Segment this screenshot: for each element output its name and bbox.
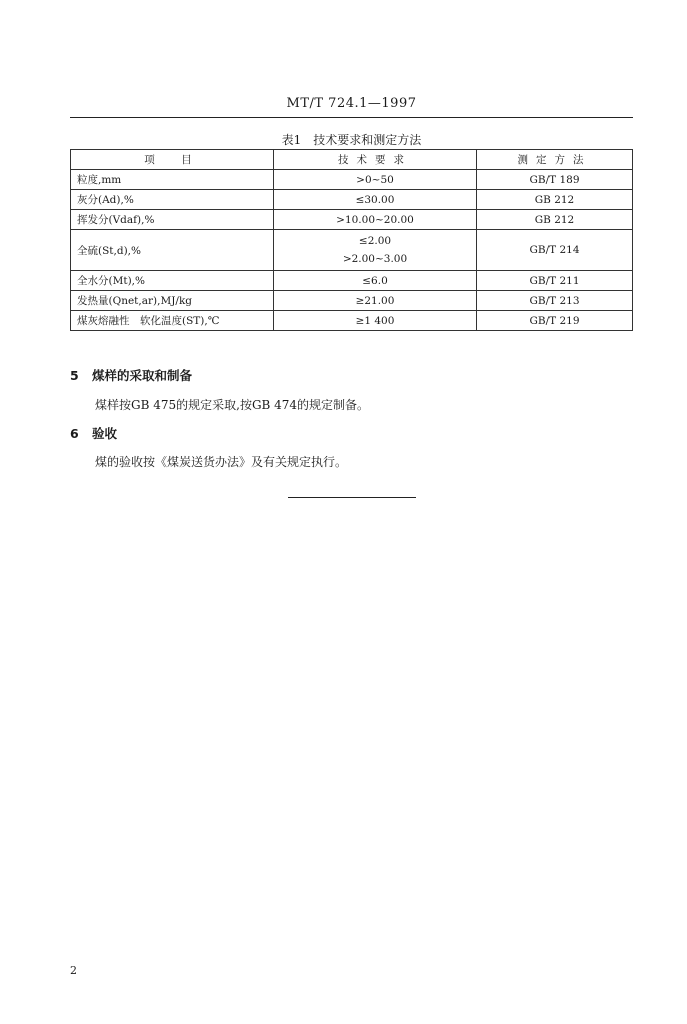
end-rule (288, 497, 416, 498)
item-cell: 灰分(Ad),% (71, 190, 274, 210)
section-number: 6 (70, 426, 79, 441)
table-row (71, 271, 633, 291)
method-cell: GB 212 (477, 190, 633, 210)
method-cell: GB/T 214 (477, 230, 633, 271)
method-cell: GB/T 213 (477, 291, 633, 311)
document-header: MT/T 724.1—1997 (286, 96, 417, 111)
method-cell: GB/T 219 (477, 311, 633, 331)
section-heading (70, 366, 192, 384)
page-number: 2 (70, 964, 77, 977)
requirement-cell (274, 230, 477, 271)
table-row (71, 190, 633, 210)
table-caption: 表1 技术要求和测定方法 (281, 133, 422, 147)
header-rule (70, 117, 633, 118)
section-heading (70, 424, 117, 442)
requirement-cell: ≤6.0 (274, 271, 477, 291)
spec-table (70, 149, 633, 331)
item-cell: 发热量(Qnet,ar),MJ/kg (71, 291, 274, 311)
requirement-line-2: >2.00~3.00 (342, 253, 408, 265)
requirement-cell: >0~50 (274, 170, 477, 190)
method-cell: GB/T 189 (477, 170, 633, 190)
column-header-method: 测定方法 (477, 150, 633, 170)
requirement-cell: ≥1 400 (274, 311, 477, 331)
method-cell: GB 212 (477, 210, 633, 230)
item-cell: 煤灰熔融性 软化温度(ST),℃ (71, 311, 274, 331)
section-title: 煤样的采取和制备 (92, 368, 193, 383)
item-cell: 挥发分(Vdaf),% (71, 210, 274, 230)
method-cell: GB/T 211 (477, 271, 633, 291)
column-header-requirement: 技术要求 (274, 150, 477, 170)
requirement-line-1: ≤2.00 (358, 235, 392, 247)
column-header-item: 项 目 (71, 150, 274, 170)
requirement-cell: ≥21.00 (274, 291, 477, 311)
item-cell: 全水分(Mt),% (71, 271, 274, 291)
item-cell: 粒度,mm (71, 170, 274, 190)
section-paragraph: 煤样按GB 475的规定采取,按GB 474的规定制备。 (95, 398, 370, 412)
item-cell: 全硫(St,d),% (71, 230, 274, 271)
table-row (71, 170, 633, 190)
requirement-cell: ≤30.00 (274, 190, 477, 210)
table-row (71, 311, 633, 331)
section-paragraph: 煤的验收按《煤炭送货办法》及有关规定执行。 (95, 455, 348, 469)
table-row (71, 291, 633, 311)
table-row (71, 230, 633, 271)
table-header-row (71, 150, 633, 170)
table-row (71, 210, 633, 230)
section-number: 5 (70, 368, 79, 383)
requirement-cell: >10.00~20.00 (274, 210, 477, 230)
section-title: 验收 (92, 426, 118, 441)
